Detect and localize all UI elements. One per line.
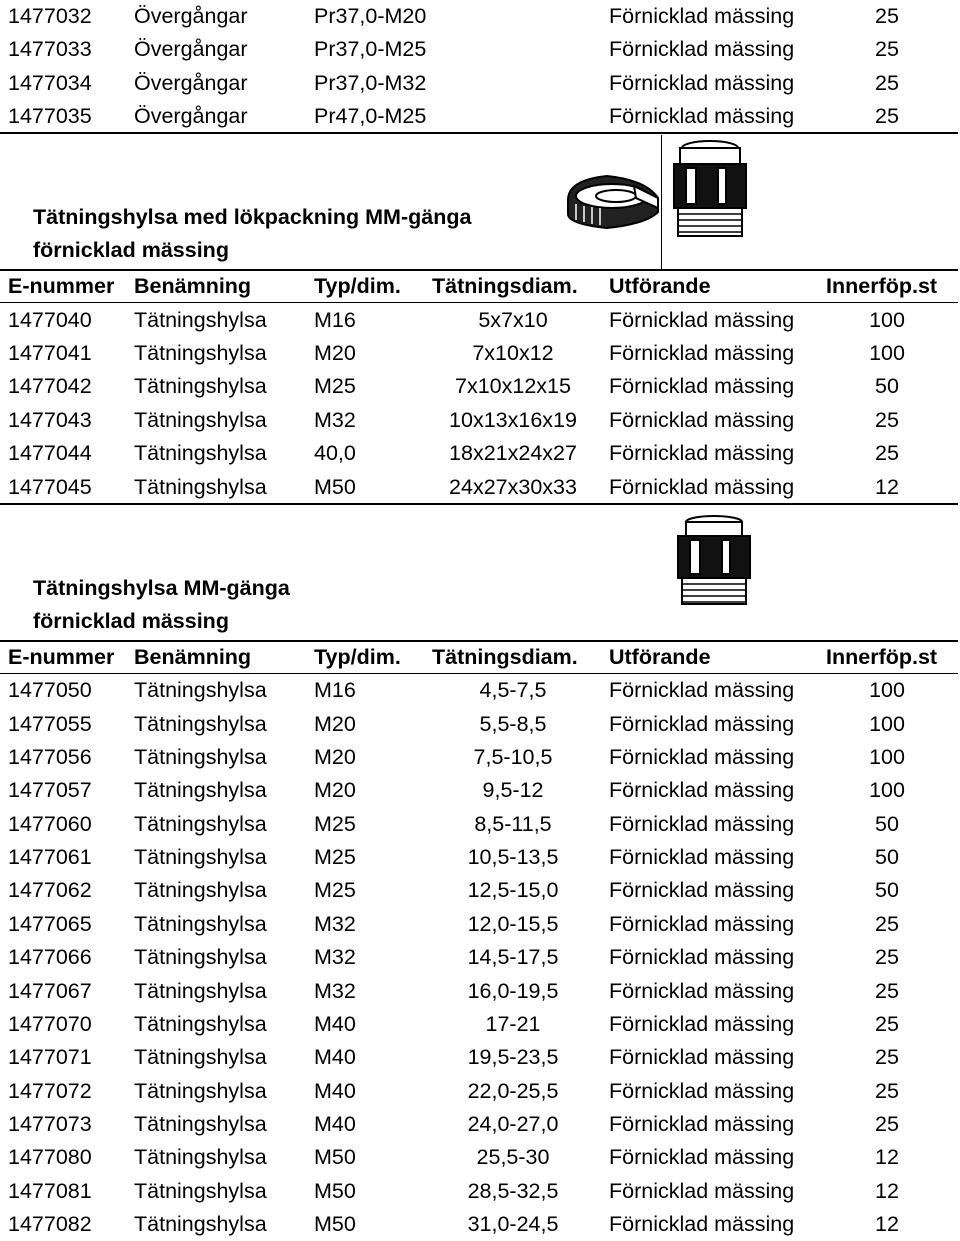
type-dimension: M50 (314, 1145, 356, 1169)
header-divider (0, 302, 958, 303)
designation: Övergångar (134, 71, 248, 95)
table-row (0, 1075, 960, 1108)
type-dimension: M20 (314, 745, 356, 769)
table-row (0, 437, 960, 470)
finish: Förnicklad mässing (609, 1045, 795, 1069)
designation: Tätningshylsa (134, 1012, 267, 1036)
table-row (0, 941, 960, 974)
table-row (0, 304, 960, 337)
inner-pack-count: 100 (869, 341, 905, 365)
inner-pack-count: 25 (875, 408, 899, 432)
table-row (0, 874, 960, 907)
type-dimension: M16 (314, 308, 356, 332)
column-header-finish: Utförande (609, 274, 711, 298)
finish: Förnicklad mässing (609, 4, 795, 28)
seal-diameter: 8,5-11,5 (474, 812, 552, 836)
designation: Tätningshylsa (134, 678, 267, 702)
type-dimension: M40 (314, 1112, 356, 1136)
table-row (0, 33, 960, 66)
seal-diameter: 28,5-32,5 (467, 1179, 559, 1203)
inner-pack-count: 25 (875, 4, 899, 28)
seal-diameter: 18x21x24x27 (449, 441, 577, 465)
seal-diameter: 16,0-19,5 (467, 979, 559, 1003)
e-number: 1477044 (8, 441, 92, 465)
inner-pack-count: 25 (875, 1012, 899, 1036)
e-number: 1477080 (8, 1145, 92, 1169)
seal-diameter: 24x27x30x33 (449, 475, 577, 499)
inner-pack-count: 50 (875, 878, 899, 902)
inner-pack-count: 25 (875, 1045, 899, 1069)
e-number: 1477066 (8, 945, 92, 969)
e-number: 1477034 (8, 71, 92, 95)
section-title: Tätningshylsa MM-gänga (33, 576, 290, 600)
inner-pack-count: 25 (875, 1079, 899, 1103)
finish: Förnicklad mässing (609, 37, 795, 61)
designation: Tätningshylsa (134, 408, 267, 432)
finish: Förnicklad mässing (609, 1012, 795, 1036)
table-row (0, 841, 960, 874)
column-header-inner-pack: Innerföp.st (826, 645, 938, 669)
designation: Tätningshylsa (134, 945, 267, 969)
finish: Förnicklad mässing (609, 1112, 795, 1136)
finish: Förnicklad mässing (609, 945, 795, 969)
table-row (0, 674, 960, 707)
e-number: 1477032 (8, 4, 92, 28)
column-header-finish: Utförande (609, 645, 711, 669)
finish: Förnicklad mässing (609, 812, 795, 836)
finish: Förnicklad mässing (609, 104, 795, 128)
type-dimension: M25 (314, 845, 356, 869)
e-number: 1477072 (8, 1079, 92, 1103)
inner-pack-count: 12 (875, 1179, 899, 1203)
table-row (0, 774, 960, 807)
e-number: 1477070 (8, 1012, 92, 1036)
table-row (0, 471, 960, 504)
table-row (0, 100, 960, 133)
designation: Tätningshylsa (134, 308, 267, 332)
e-number: 1477065 (8, 912, 92, 936)
finish: Förnicklad mässing (609, 979, 795, 1003)
type-dimension: M20 (314, 712, 356, 736)
finish: Förnicklad mässing (609, 845, 795, 869)
type-dimension: M50 (314, 1179, 356, 1203)
designation: Tätningshylsa (134, 1212, 267, 1236)
inner-pack-count: 12 (875, 1212, 899, 1236)
column-header-seal-diameter: Tätningsdiam. (432, 645, 578, 669)
type-dimension: Pr37,0-M20 (314, 4, 427, 28)
column-header-type: Typ/dim. (314, 274, 401, 298)
designation: Tätningshylsa (134, 1179, 267, 1203)
type-dimension: M32 (314, 912, 356, 936)
column-header-e-number: E-nummer (8, 645, 115, 669)
finish: Förnicklad mässing (609, 308, 795, 332)
column-header-e-number: E-nummer (8, 274, 115, 298)
table-row (0, 1141, 960, 1174)
type-dimension: M40 (314, 1045, 356, 1069)
finish: Förnicklad mässing (609, 341, 795, 365)
e-number: 1477081 (8, 1179, 92, 1203)
finish: Förnicklad mässing (609, 745, 795, 769)
inner-pack-count: 12 (875, 475, 899, 499)
e-number: 1477055 (8, 712, 92, 736)
finish: Förnicklad mässing (609, 71, 795, 95)
e-number: 1477060 (8, 812, 92, 836)
finish: Förnicklad mässing (609, 678, 795, 702)
table-row (0, 975, 960, 1008)
e-number: 1477043 (8, 408, 92, 432)
seal-diameter: 7x10x12x15 (455, 374, 571, 398)
finish: Förnicklad mässing (609, 1212, 795, 1236)
table-header (0, 641, 960, 674)
inner-pack-count: 25 (875, 104, 899, 128)
table-row (0, 404, 960, 437)
inner-pack-count: 100 (869, 712, 905, 736)
inner-pack-count: 25 (875, 37, 899, 61)
seal-diameter: 17-21 (485, 1012, 541, 1036)
e-number: 1477082 (8, 1212, 92, 1236)
finish: Förnicklad mässing (609, 912, 795, 936)
e-number: 1477061 (8, 845, 92, 869)
e-number: 1477035 (8, 104, 92, 128)
type-dimension: Pr47,0-M25 (314, 104, 427, 128)
seal-diameter: 22,0-25,5 (467, 1079, 559, 1103)
section-subtitle: förnicklad mässing (33, 238, 229, 262)
section-subtitle: förnicklad mässing (33, 609, 229, 633)
designation: Tätningshylsa (134, 778, 267, 802)
inner-pack-count: 25 (875, 945, 899, 969)
designation: Tätningshylsa (134, 1079, 267, 1103)
designation: Tätningshylsa (134, 912, 267, 936)
e-number: 1477057 (8, 778, 92, 802)
table-row (0, 67, 960, 100)
designation: Övergångar (134, 104, 248, 128)
designation: Tätningshylsa (134, 845, 267, 869)
finish: Förnicklad mässing (609, 712, 795, 736)
inner-pack-count: 25 (875, 979, 899, 1003)
designation: Tätningshylsa (134, 878, 267, 902)
section-divider (0, 503, 958, 505)
e-number: 1477062 (8, 878, 92, 902)
type-dimension: M20 (314, 341, 356, 365)
column-header-designation: Benämning (134, 645, 252, 669)
e-number: 1477033 (8, 37, 92, 61)
inner-pack-count: 25 (875, 912, 899, 936)
cable-gland-icon (672, 514, 756, 608)
inner-pack-count: 12 (875, 1145, 899, 1169)
table-row (0, 0, 960, 33)
seal-diameter: 12,0-15,5 (467, 912, 559, 936)
finish: Förnicklad mässing (609, 878, 795, 902)
seal-diameter: 9,5-12 (482, 778, 544, 802)
seal-diameter: 14,5-17,5 (467, 945, 559, 969)
inner-pack-count: 25 (875, 1112, 899, 1136)
type-dimension: M32 (314, 979, 356, 1003)
seal-diameter: 10,5-13,5 (467, 845, 559, 869)
designation: Tätningshylsa (134, 1145, 267, 1169)
seal-diameter: 4,5-7,5 (479, 678, 547, 702)
inner-pack-count: 50 (875, 812, 899, 836)
seal-diameter: 25,5-30 (476, 1145, 550, 1169)
table-row (0, 908, 960, 941)
type-dimension: M40 (314, 1079, 356, 1103)
seal-diameter: 5,5-8,5 (479, 712, 547, 736)
type-dimension: M25 (314, 374, 356, 398)
type-dimension: M50 (314, 475, 356, 499)
designation: Tätningshylsa (134, 374, 267, 398)
seal-diameter: 7x10x12 (472, 341, 554, 365)
finish: Förnicklad mässing (609, 1179, 795, 1203)
table-row (0, 708, 960, 741)
table-row (0, 337, 960, 370)
finish: Förnicklad mässing (609, 778, 795, 802)
type-dimension: M40 (314, 1012, 356, 1036)
finish: Förnicklad mässing (609, 1079, 795, 1103)
designation: Tätningshylsa (134, 812, 267, 836)
table-row (0, 741, 960, 774)
designation: Tätningshylsa (134, 341, 267, 365)
e-number: 1477040 (8, 308, 92, 332)
designation: Tätningshylsa (134, 441, 267, 465)
section-divider (0, 132, 958, 134)
table-header (0, 270, 960, 303)
type-dimension: M50 (314, 1212, 356, 1236)
finish: Förnicklad mässing (609, 408, 795, 432)
e-number: 1477041 (8, 341, 92, 365)
type-dimension: Pr37,0-M32 (314, 71, 427, 95)
designation: Tätningshylsa (134, 712, 267, 736)
column-header-type: Typ/dim. (314, 645, 401, 669)
inner-pack-count: 50 (875, 374, 899, 398)
designation: Tätningshylsa (134, 979, 267, 1003)
type-dimension: M25 (314, 878, 356, 902)
seal-diameter: 5x7x10 (478, 308, 548, 332)
column-header-inner-pack: Innerföp.st (826, 274, 938, 298)
finish: Förnicklad mässing (609, 374, 795, 398)
seal-diameter: 12,5-15,0 (467, 878, 559, 902)
inner-pack-count: 25 (875, 71, 899, 95)
e-number: 1477050 (8, 678, 92, 702)
seal-diameter: 31,0-24,5 (467, 1212, 559, 1236)
sealing-ring-and-gland-icon (562, 140, 752, 244)
inner-pack-count: 100 (869, 678, 905, 702)
table-row (0, 808, 960, 841)
e-number: 1477045 (8, 475, 92, 499)
seal-diameter: 10x13x16x19 (449, 408, 577, 432)
e-number: 1477073 (8, 1112, 92, 1136)
column-header-seal-diameter: Tätningsdiam. (432, 274, 578, 298)
finish: Förnicklad mässing (609, 441, 795, 465)
seal-diameter: 24,0-27,0 (467, 1112, 559, 1136)
type-dimension: M16 (314, 678, 356, 702)
designation: Tätningshylsa (134, 745, 267, 769)
table-row (0, 1175, 960, 1208)
designation: Övergångar (134, 4, 248, 28)
designation: Tätningshylsa (134, 1112, 267, 1136)
type-dimension: 40,0 (314, 441, 356, 465)
table-row (0, 1208, 960, 1241)
inner-pack-count: 100 (869, 745, 905, 769)
type-dimension: M25 (314, 812, 356, 836)
inner-pack-count: 50 (875, 845, 899, 869)
column-header-designation: Benämning (134, 274, 252, 298)
e-number: 1477042 (8, 374, 92, 398)
e-number: 1477067 (8, 979, 92, 1003)
section-title: Tätningshylsa med lökpackning MM-gänga (33, 205, 472, 229)
inner-pack-count: 25 (875, 441, 899, 465)
table-row (0, 1041, 960, 1074)
inner-pack-count: 100 (869, 778, 905, 802)
table-row (0, 370, 960, 403)
e-number: 1477056 (8, 745, 92, 769)
type-dimension: M32 (314, 408, 356, 432)
finish: Förnicklad mässing (609, 475, 795, 499)
type-dimension: Pr37,0-M25 (314, 37, 427, 61)
type-dimension: M32 (314, 945, 356, 969)
seal-diameter: 7,5-10,5 (473, 745, 553, 769)
inner-pack-count: 100 (869, 308, 905, 332)
designation: Övergångar (134, 37, 248, 61)
e-number: 1477071 (8, 1045, 92, 1069)
table-row (0, 1008, 960, 1041)
type-dimension: M20 (314, 778, 356, 802)
finish: Förnicklad mässing (609, 1145, 795, 1169)
table-row (0, 1108, 960, 1141)
designation: Tätningshylsa (134, 1045, 267, 1069)
seal-diameter: 19,5-23,5 (467, 1045, 559, 1069)
designation: Tätningshylsa (134, 475, 267, 499)
